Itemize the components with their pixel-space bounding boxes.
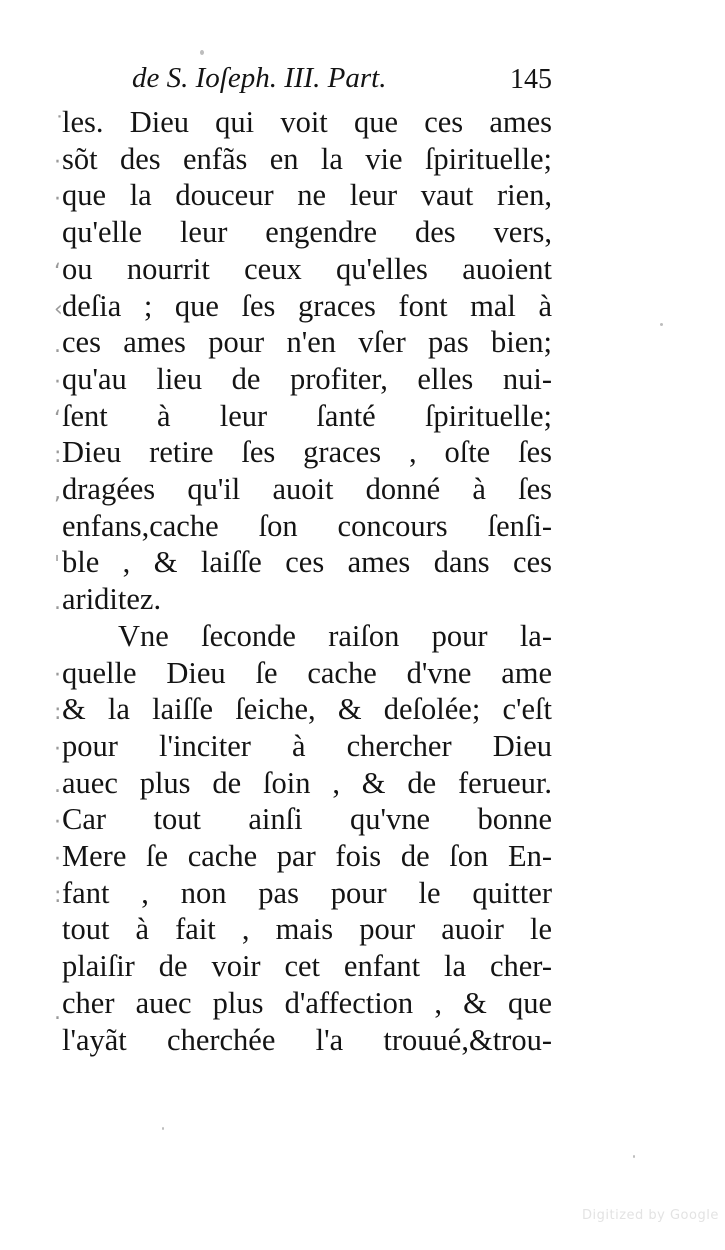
margin-bleed-mark: · bbox=[54, 370, 61, 395]
text-line: Car tout ainſi qu'vne bonne bbox=[62, 802, 552, 837]
margin-bleed-mark: , bbox=[54, 480, 61, 505]
margin-bleed-mark: . bbox=[54, 590, 61, 615]
text-line: ariditez. bbox=[62, 582, 162, 617]
text-line: fant , non pas pour le quitter bbox=[62, 875, 552, 910]
text-line: ou nourrit ceux qu'elles auoient bbox=[62, 251, 552, 286]
text-line: ble , & laiſſe ces ames dans ces bbox=[62, 545, 552, 580]
margin-bleed-mark: · bbox=[54, 187, 61, 212]
text-line: Dieu retire ſes graces , oſte ſes bbox=[62, 435, 552, 470]
text-line: les. Dieu qui voit que ces ames bbox=[62, 105, 552, 139]
margin-bleed-mark: : bbox=[54, 700, 62, 725]
digitization-watermark: Digitized by Google bbox=[582, 1208, 719, 1223]
margin-bleed-mark: . bbox=[54, 1000, 61, 1025]
margin-bleed-mark: ʻ bbox=[54, 260, 61, 285]
text-line: deſia ; que ſes graces font mal à bbox=[62, 288, 552, 323]
ink-speck bbox=[200, 50, 204, 55]
margin-bleed-mark: ˈ bbox=[54, 553, 61, 578]
text-line: l'ayãt cherchée l'a trouué,&trou- bbox=[62, 1022, 552, 1057]
margin-bleed-mark: : bbox=[54, 883, 62, 908]
running-title: de S. Ioſeph. III. Part. bbox=[132, 62, 387, 94]
text-line: plaiſir de voir cet enfant la cher- bbox=[62, 949, 552, 984]
margin-bleed-mark: ˙ bbox=[54, 113, 65, 138]
running-head bbox=[132, 62, 552, 102]
margin-bleed-mark: . bbox=[54, 333, 61, 358]
page-number: 145 bbox=[510, 64, 552, 95]
margin-bleed-mark: · bbox=[54, 150, 61, 175]
ink-speck bbox=[162, 1127, 164, 1130]
text-line: tout à fait , mais pour auoir le bbox=[62, 912, 552, 947]
margin-bleed-mark: : bbox=[54, 443, 62, 468]
text-line: pour l'inciter à chercher Dieu bbox=[62, 728, 552, 763]
margin-bleed-mark: · bbox=[54, 737, 61, 762]
margin-bleed-mark: . bbox=[54, 773, 61, 798]
ink-speck bbox=[660, 323, 663, 326]
text-line: enfans,cache ſon concours ſenſi- bbox=[62, 508, 552, 543]
text-line: auec plus de ſoin , & de ferueur. bbox=[62, 765, 552, 800]
margin-bleed-mark: · bbox=[54, 810, 61, 835]
text-line: ces ames pour n'en vſer pas bien; bbox=[62, 325, 552, 360]
text-line: que la douceur ne leur vaut rien, bbox=[62, 178, 552, 213]
margin-bleed-mark: · bbox=[54, 663, 61, 688]
text-line: qu'elle leur engendre des vers, bbox=[62, 215, 552, 250]
margin-bleed-mark: ʻ bbox=[54, 407, 61, 432]
text-line: ſent à leur ſanté ſpirituelle; bbox=[62, 398, 552, 433]
text-line: sõt des enfãs en la vie ſpirituelle; bbox=[62, 141, 552, 176]
text-line: Mere ſe cache par fois de ſon En- bbox=[62, 839, 552, 873]
text-line: & la laiſſe ſeiche, & deſolée; c'eſt bbox=[62, 692, 552, 727]
text-line: quelle Dieu ſe cache d'vne ame bbox=[62, 655, 552, 690]
margin-bleed-mark: · bbox=[54, 847, 61, 872]
paragraph-start-line: Vne ſeconde raiſon pour la- bbox=[118, 618, 552, 653]
margin-bleed-mark: ‹ bbox=[54, 297, 63, 322]
ink-speck bbox=[633, 1155, 635, 1158]
text-line: qu'au lieu de profiter, elles nui- bbox=[62, 361, 552, 396]
text-line: cher auec plus d'affection , & que bbox=[62, 985, 552, 1020]
text-line: dragées qu'il auoit donné à ſes bbox=[62, 472, 552, 506]
